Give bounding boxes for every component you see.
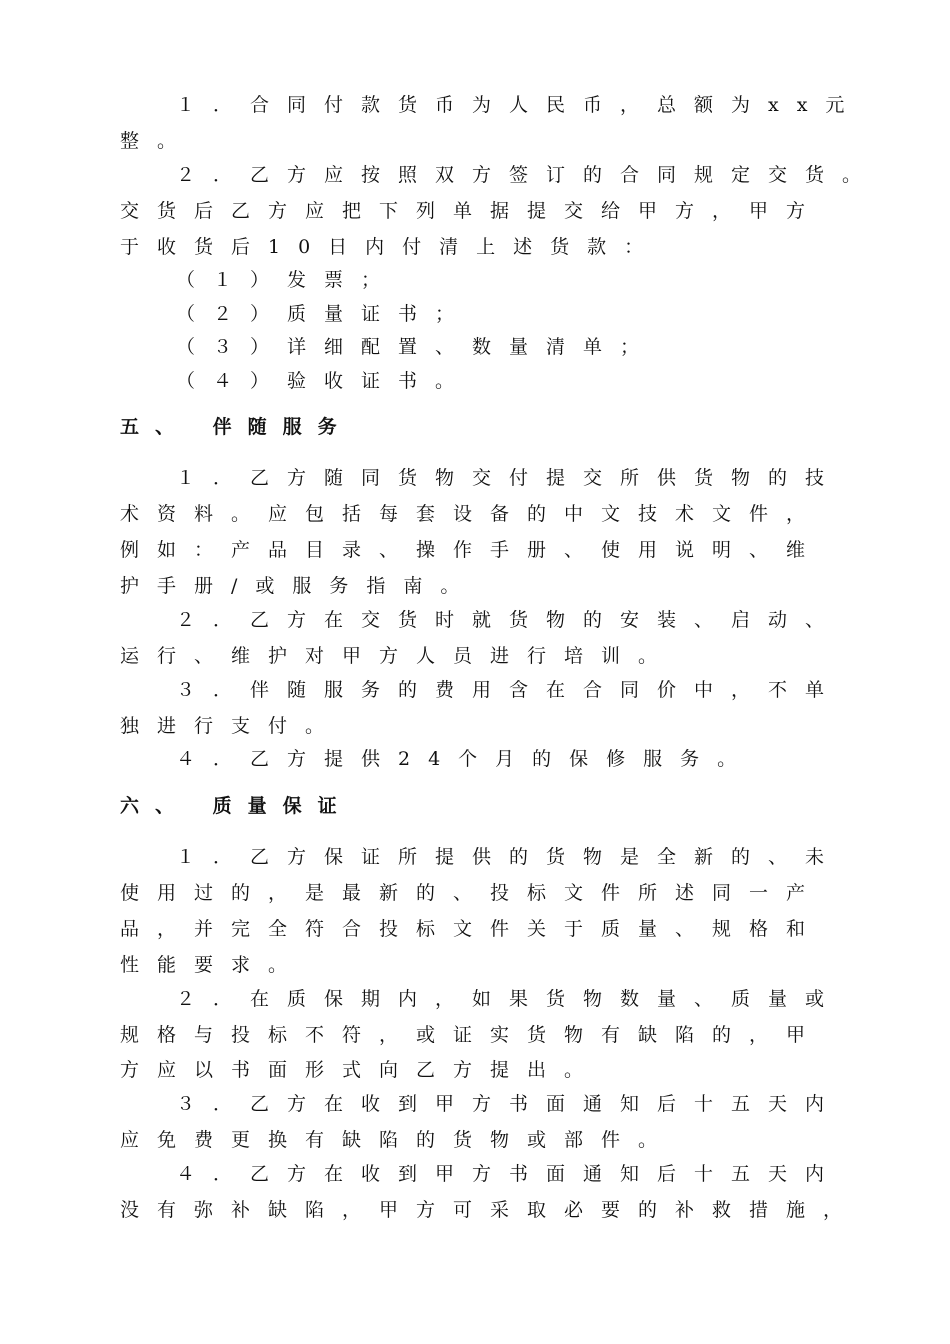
section-6-line-2: 使用过的，是最新的、投标文件所述同一产: [120, 882, 824, 904]
payment-line-4: 交货后乙方应把下列单据提交给甲方，甲方: [120, 200, 824, 222]
section-6-line-4: 性能要求。: [120, 954, 306, 976]
section-5-line-5: ２．乙方在交货时就货物的安装、启动、: [176, 609, 843, 631]
document-list-item-1: （１）发票；: [176, 269, 399, 291]
section-5-line-9: ４．乙方提供24个月的保修服务。: [176, 748, 755, 770]
section-6-line-8: ３．乙方在收到甲方书面通知后十五天内: [176, 1093, 843, 1115]
payment-line-2: 整。: [120, 130, 195, 152]
section-5-heading: 五、 伴随服务: [120, 416, 353, 438]
section-6-line-5: ２．在质保期内，如果货物数量、质量或: [176, 988, 843, 1010]
document-list-item-3: （３）详细配置、数量清单；: [176, 336, 658, 358]
section-5-line-4: 护手册/或服务指南。: [120, 575, 478, 597]
section-6-line-7: 方应以书面形式向乙方提出。: [120, 1059, 602, 1081]
section-6-line-9: 应免费更换有缺陷的货物或部件。: [120, 1129, 676, 1151]
section-6-line-3: 品，并完全符合投标文件关于质量、规格和: [120, 918, 824, 940]
section-6-line-1: １．乙方保证所提供的货物是全新的、未: [176, 846, 843, 868]
payment-line-1: １．合同付款货币为人民币，总额为xx元: [176, 94, 863, 116]
section-5-line-8: 独进行支付。: [120, 715, 343, 737]
section-5-line-6: 运行、维护对甲方人员进行培训。: [120, 645, 676, 667]
document-list-item-2: （２）质量证书；: [176, 303, 473, 325]
section-5-line-2: 术资料。应包括每套设备的中文技术文件，: [120, 503, 824, 525]
section-5-line-3: 例如：产品目录、操作手册、使用说明、维: [120, 539, 824, 561]
section-6-heading: 六、 质量保证: [120, 795, 353, 817]
document-list-item-4: （４）验收证书。: [176, 370, 473, 392]
section-6-line-11: 没有弥补缺陷，甲方可采取必要的补救措施，: [120, 1199, 861, 1221]
section-6-line-6: 规格与投标不符，或证实货物有缺陷的，甲: [120, 1024, 824, 1046]
section-6-line-10: ４．乙方在收到甲方书面通知后十五天内: [176, 1163, 843, 1185]
payment-line-3: ２．乙方应按照双方签订的合同规定交货。: [176, 164, 880, 186]
payment-line-5: 于收货后10日内付清上述货款：: [120, 236, 662, 258]
section-5-line-7: ３．伴随服务的费用含在合同价中，不单: [176, 679, 843, 701]
section-5-line-1: １．乙方随同货物交付提交所供货物的技: [176, 467, 843, 489]
